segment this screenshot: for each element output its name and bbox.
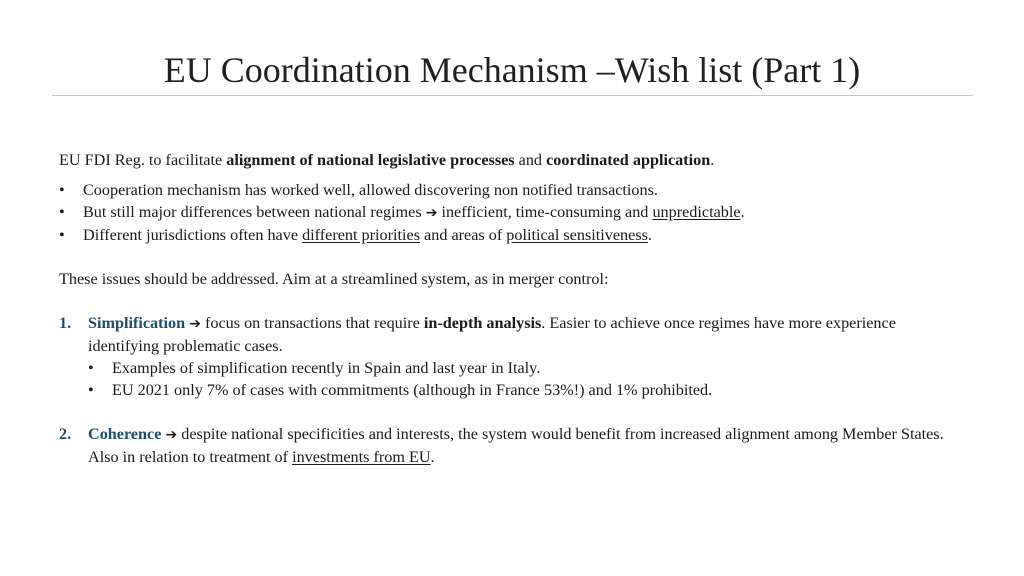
item-text xyxy=(88,312,969,357)
bullet-text: . xyxy=(740,203,745,221)
bullet-text: and areas of xyxy=(420,226,507,244)
intro-lead: EU FDI Reg. to facilitate xyxy=(59,151,227,169)
underlined-political-sensitiveness: political sensitiveness xyxy=(506,226,648,244)
intro-paragraph xyxy=(59,149,969,171)
numbered-item-coherence xyxy=(59,423,969,468)
item-number: 1. xyxy=(59,314,72,332)
intro-end: . xyxy=(710,151,715,169)
item-body: despite national specificities and interests, the system would benefit from increased alignment among Member States. Also in relation to treatment of xyxy=(88,425,944,466)
item-body: . Easier to achieve once regimes have more experience identifying problematic cases. xyxy=(88,314,896,355)
bullet-item xyxy=(59,201,969,224)
item-body: . xyxy=(430,448,435,466)
numbered-item-simplification xyxy=(59,312,969,401)
underlined-different-priorities: different priorities xyxy=(302,226,420,244)
item-number: 2. xyxy=(59,425,72,443)
underlined-unpredictable: unpredictable xyxy=(652,203,741,221)
bullet-list xyxy=(59,179,969,246)
item-body: focus on transactions that require xyxy=(200,314,424,332)
sub-bullet-item: • Examples of simplification recently in Spain and last year in Italy. xyxy=(88,357,969,379)
intro-bold-coordinated: coordinated application xyxy=(546,151,711,169)
intro-bold-alignment: alignment of national legislative processes xyxy=(226,151,515,169)
bullet-text: Cooperation mechanism has worked well, allowed discovering non notified transactions. xyxy=(83,181,658,199)
intro-mid: and xyxy=(514,151,547,169)
spacer xyxy=(59,290,969,312)
spacer xyxy=(59,246,969,268)
aim-paragraph: These issues should be addressed. Aim at a streamlined system, as in merger control: xyxy=(59,270,609,288)
item-bold-in-depth: in-depth analysis xyxy=(423,314,542,332)
arrow-right-icon: ➔ xyxy=(425,205,438,221)
bullet-text: . xyxy=(647,226,652,244)
underlined-investments-from-eu: investments from EU xyxy=(292,448,431,466)
item-heading: Coherence xyxy=(88,425,162,443)
bullet-text: Different jurisdictions often have xyxy=(83,226,303,244)
bullet-text: But still major differences between national regimes xyxy=(83,203,426,221)
slide-body xyxy=(59,149,969,468)
slide-title: EU Coordination Mechanism –Wish list (Part 1) xyxy=(163,50,861,90)
arrow-right-icon: ➔ xyxy=(165,427,178,443)
title-divider xyxy=(52,95,973,96)
item-heading: Simplification xyxy=(88,314,186,332)
bullet-item xyxy=(59,179,969,201)
spacer xyxy=(59,401,969,423)
item-text xyxy=(88,423,969,468)
arrow-right-icon: ➔ xyxy=(189,316,201,332)
sub-bullet-item: • EU 2021 only 7% of cases with commitments (although in France 53%!) and 1% prohibited. xyxy=(88,379,969,401)
sub-bullet-list xyxy=(88,357,969,401)
bullet-item xyxy=(59,224,969,246)
bullet-text: inefficient, time-consuming and xyxy=(437,203,653,221)
